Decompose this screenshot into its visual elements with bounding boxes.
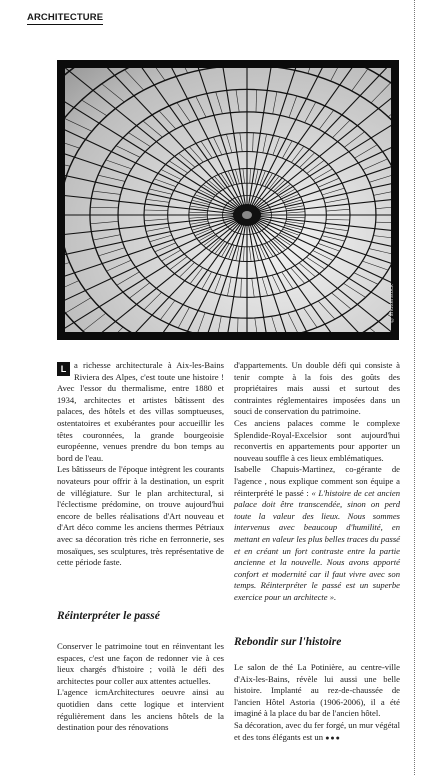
quote-text: « L'histoire de cet ancien palace doit être transcendée, sinon on perd toute la valeur des lieux. Nous sommes intervenus avec beaucoup d'humilité, en mettant en valeur les plus belles traces du passé et en créant un fort contraste entre la partie ancienne et la nouvelle. Nous avons apporté confort et modernité car il faut vivre avec son temps. Réinterpréter le passé est un superbe exercice pour un architecte ». bbox=[234, 487, 400, 602]
glass-dome-image bbox=[57, 60, 399, 340]
paragraph-builders: Les bâtisseurs de l'époque intègrent les courants novateurs pour offrir à la destination, un esprit de villégiature. Sur le plan architectural, si l'éclectisme prédomine, on trouve aujourd'hui encore de belles réalisations d'Art nouveau et d'Art déco comme les anciens thermes Pétriaux avec sa décoration très riche en ferronnerie, ses mosaïques, ses sculptures, très représentative de cette période faste. bbox=[57, 464, 224, 568]
subheading-rebound: Rebondir sur l'histoire bbox=[234, 636, 342, 648]
intro-text: a richesse architecturale à Aix-les-Bains Riviera des Alpes, c'est toute une histoire ! Avec l'essor du thermalisme, entre 1880 et 1934, architectes et artistes bâtissent des palaces, des hôtels et des villas somptueuses, ostentatoires et exubérantes pour accueillir les têtes couronnées, la grande bourgeoisie européenne, venues prendre du bon temps au bord de l'eau. bbox=[57, 360, 224, 463]
paragraph-quote bbox=[234, 464, 400, 603]
glass-dome-photo bbox=[57, 60, 399, 340]
intro-paragraph bbox=[57, 360, 224, 464]
dropcap: L bbox=[57, 362, 70, 376]
paragraph-double-challenge: d'appartements. Un double défi qui consiste à tenir compte à la fois des goûts des propriétaires mais aussi et surtout des contraintes réglementaires imposées dans un souci de conservation du patrimoine. bbox=[234, 360, 400, 417]
paragraph-agency: L'agence icmArchitectures oeuvre ainsi au quotidien dans cette logique et intervient régulièrement dans les anciens hôtels de la destination pour des rénovations bbox=[57, 687, 224, 733]
photo-credit: ©shutterstock bbox=[389, 283, 395, 322]
decoration-text: Sa décoration, avec du fer forgé, un mur végétal et des tons élégants est un bbox=[234, 719, 400, 742]
column-1-bottom bbox=[57, 641, 224, 734]
section-label: ARCHITECTURE bbox=[27, 12, 104, 23]
paragraph-decoration bbox=[234, 720, 400, 744]
page-edge-divider bbox=[414, 0, 415, 775]
continued-marker-icon: ●●● bbox=[325, 733, 341, 742]
paragraph-palaces: Ces anciens palaces comme le complexe Splendide-Royal-Excelsior sont aujourd'hui reconvertis en appartements pour apporter un nouveau souffle à ces lieux emblématiques. bbox=[234, 417, 400, 463]
subheading-reinterpret: Réinterpréter le passé bbox=[57, 610, 160, 622]
paragraph-potiniere: Le salon de thé La Potinière, au centre-ville d'Aix-les-Bains, révèle lui aussi une belle histoire. Implanté au rez-de-chaussée de l'ancien Hôtel Astoria (1906-2006), il a été imaginé à la place du bar de l'ancien hôtel. bbox=[234, 662, 400, 719]
column-1-top bbox=[57, 360, 224, 569]
column-2-top bbox=[234, 360, 400, 603]
paragraph-conserve: Conserver le patrimoine tout en réinventant les espaces, c'est une façon de redonner vie à ces lieux chargés d'histoire ; voilà le défi des architectes pour coller aux attentes actuelles. bbox=[57, 641, 224, 686]
quote-intro: Isabelle Chapuis-Martinez, co-gérante de l'agence , nous explique comment son équipe a réinterprété le passé : bbox=[234, 464, 400, 498]
column-2-bottom bbox=[234, 662, 400, 744]
